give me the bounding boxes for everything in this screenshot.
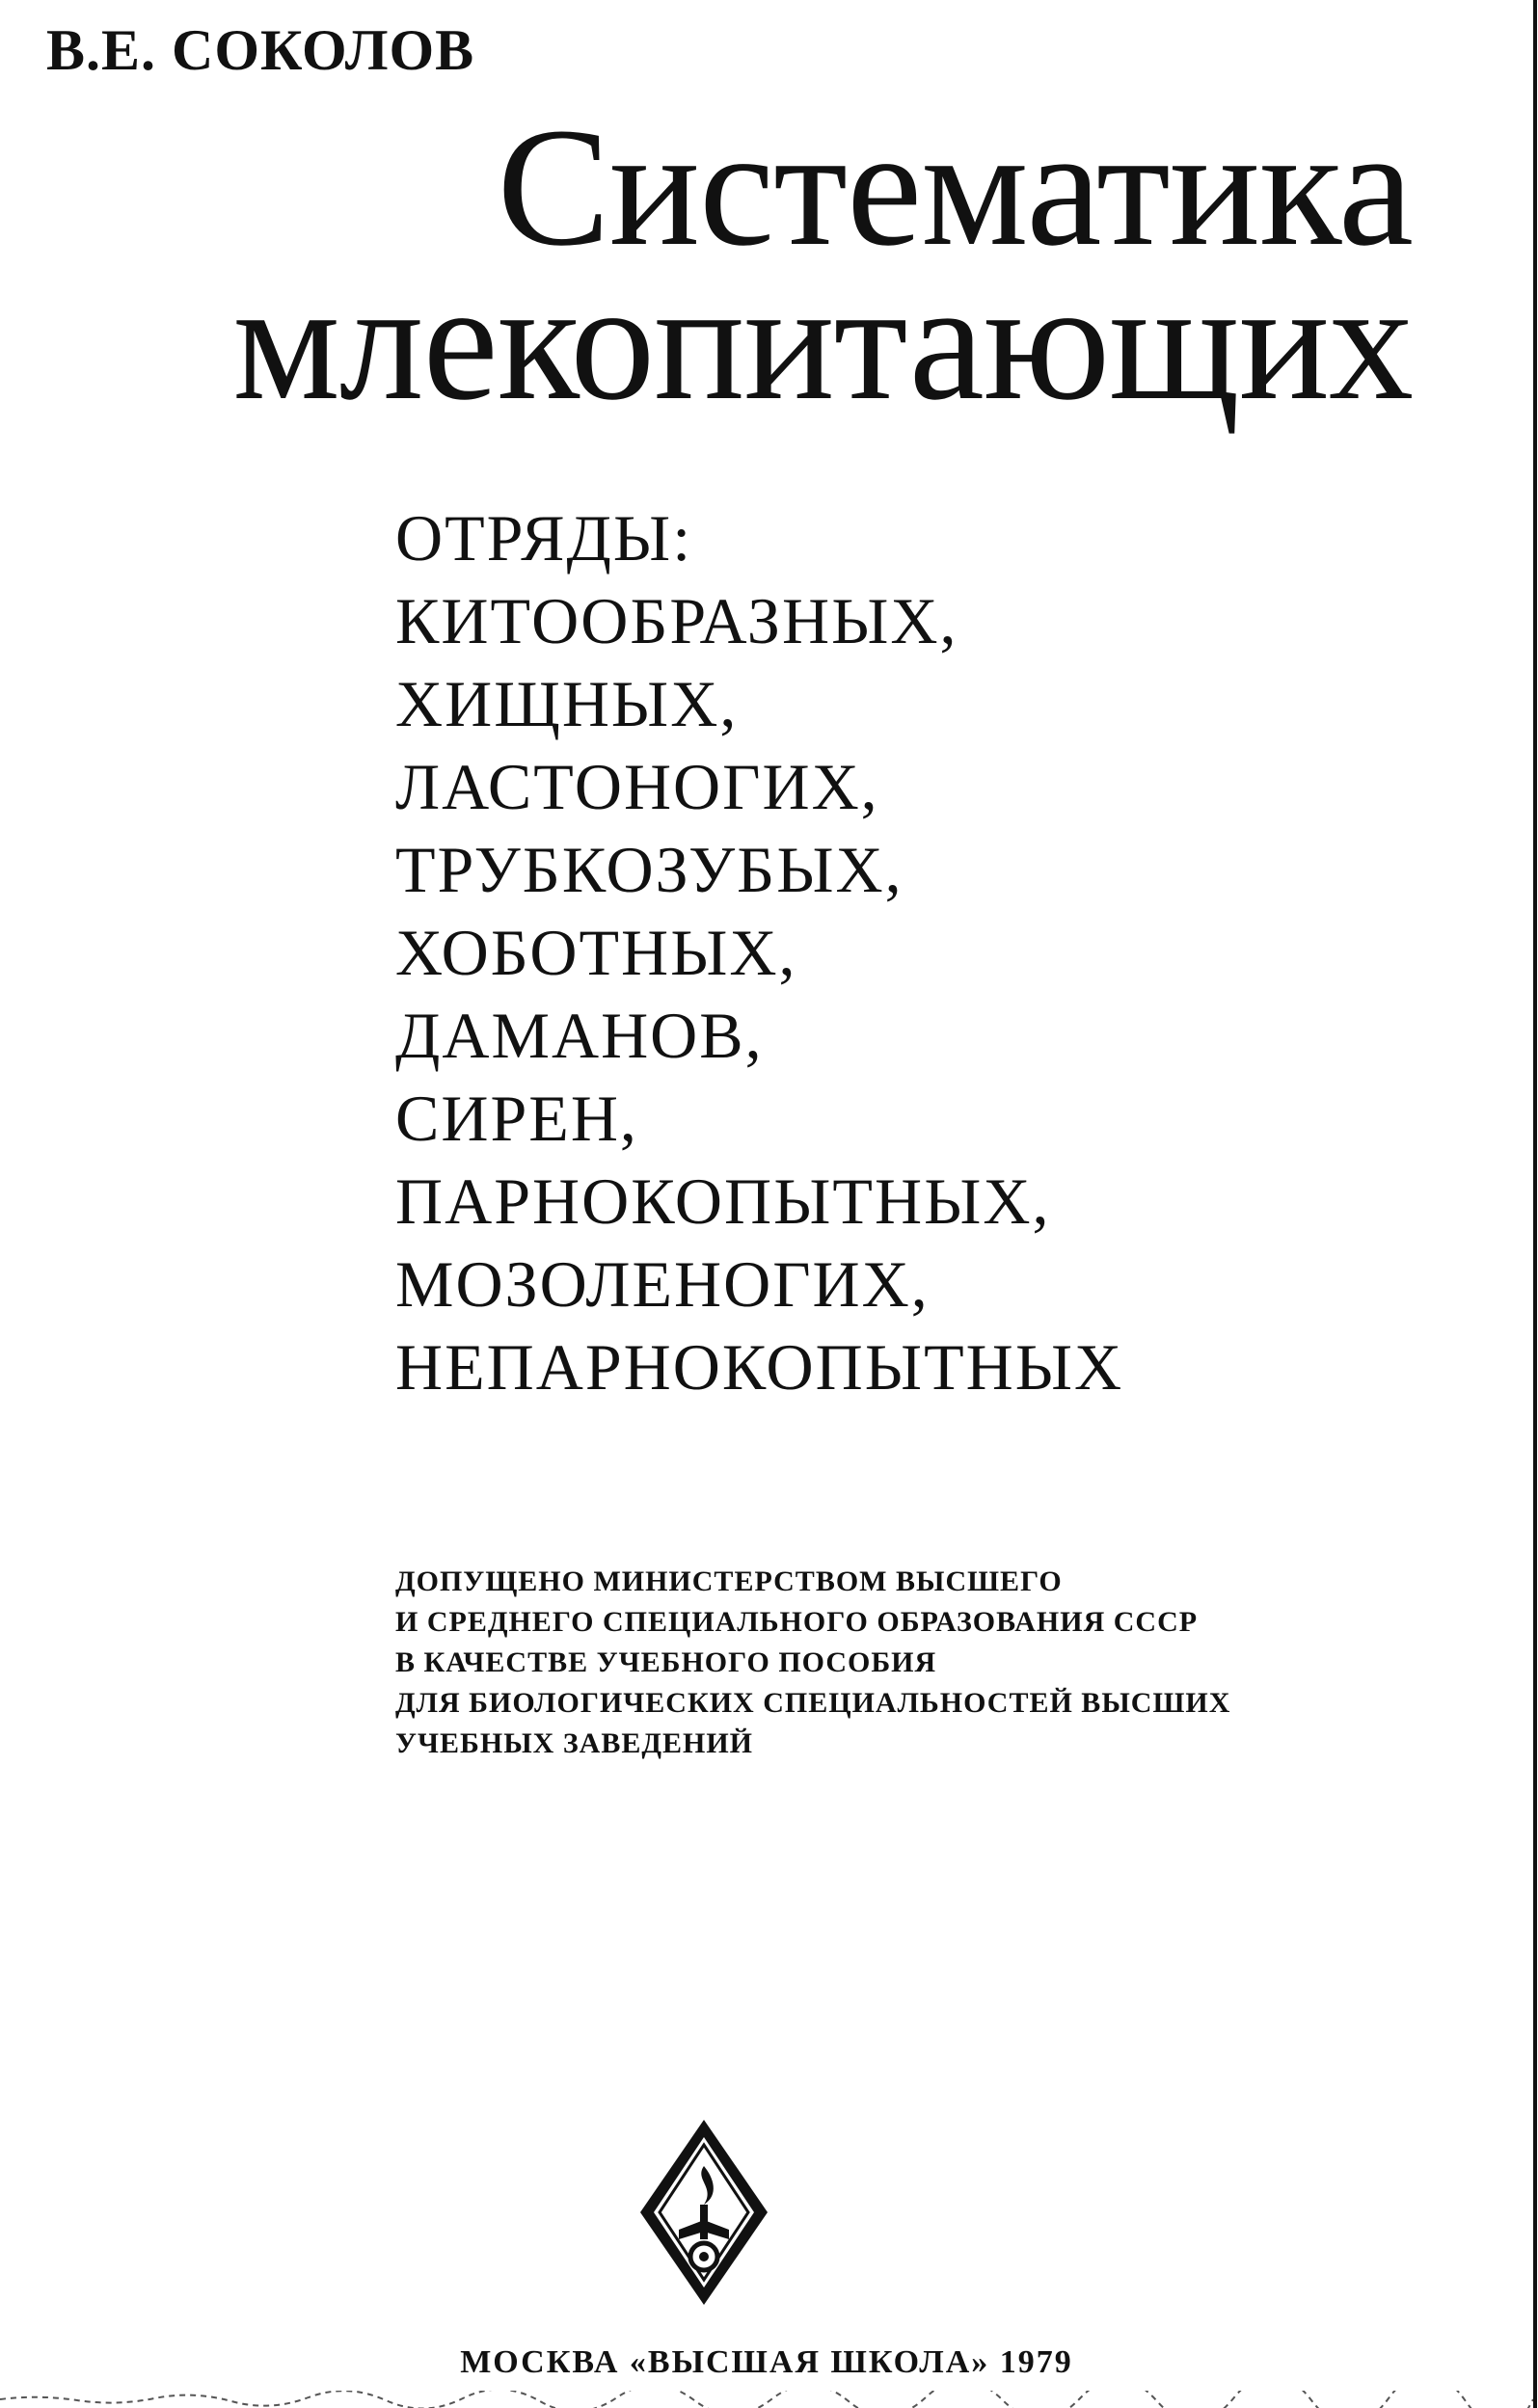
page-edge-rule — [1533, 0, 1537, 2408]
orders-item: МОЗОЛЕНОГИХ, — [395, 1247, 930, 1321]
approval-line: В КАЧЕСТВЕ УЧЕБНОГО ПОСОБИЯ — [395, 1646, 937, 1678]
book-title-line-1: Систематика — [497, 94, 1413, 281]
orders-heading: ОТРЯДЫ: — [395, 501, 693, 575]
orders-item: СИРЕН, — [395, 1082, 638, 1155]
orders-item: ХИЩНЫХ, — [395, 667, 739, 740]
publisher-imprint: МОСКВА «ВЫСШАЯ ШКОЛА» 1979 — [460, 2344, 1073, 2380]
approval-statement — [395, 1562, 1230, 1764]
orders-list — [395, 496, 1123, 1408]
book-title — [232, 94, 1413, 436]
orders-item: НЕПАРНОКОПЫТНЫХ — [395, 1330, 1124, 1404]
orders-item: ХОБОТНЫХ, — [395, 916, 797, 989]
book-title-line-2: млекопитающих — [232, 248, 1413, 436]
approval-line: ДЛЯ БИОЛОГИЧЕСКИХ СПЕЦИАЛЬНОСТЕЙ ВЫСШИХ — [395, 1687, 1231, 1719]
approval-line: УЧЕБНЫХ ЗАВЕДЕНИЙ — [395, 1727, 754, 1759]
orders-item: ДАМАНОВ, — [395, 999, 764, 1072]
author-name: В.Е. СОКОЛОВ — [46, 18, 475, 82]
orders-item: ПАРНОКОПЫТНЫХ, — [395, 1164, 1051, 1238]
orders-item: ТРУБКОЗУБЫХ, — [395, 833, 904, 906]
orders-item: КИТООБРАЗНЫХ, — [395, 584, 958, 657]
orders-item: ЛАСТОНОГИХ, — [395, 750, 879, 823]
publisher-emblem-icon — [636, 2116, 771, 2309]
approval-line: ДОПУЩЕНО МИНИСТЕРСТВОМ ВЫСШЕГО — [395, 1565, 1063, 1597]
approval-line: И СРЕДНЕГО СПЕЦИАЛЬНОГО ОБРАЗОВАНИЯ СССР — [395, 1606, 1199, 1638]
scan-edge-noise — [0, 2391, 1533, 2408]
